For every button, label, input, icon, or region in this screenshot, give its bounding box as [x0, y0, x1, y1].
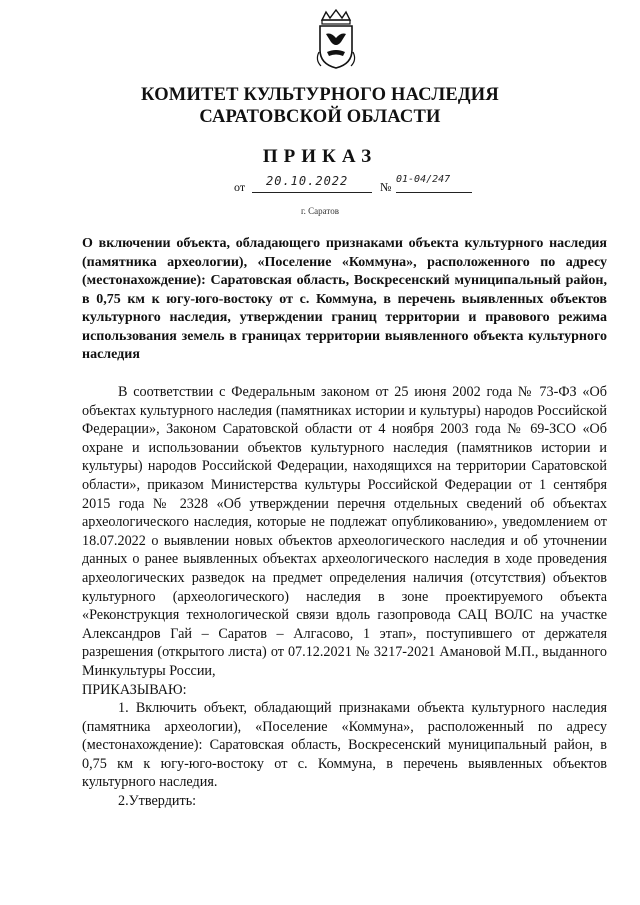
- city-label: г. Саратов: [301, 206, 339, 216]
- item-1-paragraph: 1. Включить объект, обладающий признаками объекта культурного наследия (памятника археологии), «Поселение «Коммуна», расположенный по адресу (местонахождение): Саратовская область, Воскресенский муниципальный район, в 0,75 км к югу-юго-востоку от с. Коммуна, в перечень выявленных объектов культурного наследия.: [82, 700, 607, 791]
- date-value: 20.10.2022: [266, 174, 349, 188]
- document-body: [82, 383, 607, 811]
- number-underline: [396, 192, 472, 193]
- document-type-title: ПРИКАЗ: [262, 146, 378, 167]
- date-underline: [252, 192, 372, 193]
- date-number-line: [230, 176, 490, 196]
- organization-name-line1: КОМИТЕТ КУЛЬТУРНОГО НАСЛЕДИЯ: [141, 85, 499, 105]
- number-value: 01-04/247: [396, 174, 451, 185]
- saratov-coat-of-arms-icon: [313, 8, 359, 70]
- item-2-paragraph: 2.Утвердить:: [118, 793, 197, 810]
- document-subject: О включении объекта, обладающего признаками объекта культурного наследия (памятника археологии), «Поселение «Коммуна», расположенного по адресу (местонахождение): Саратовская область, Воскресенский муниципальный район, в 0,75 км к югу-юго-востоку от с. Коммуна, в перечень выявленных объектов культурного наследия, утверждении границ территории и правового режима использования земель в границах территории выявленного объекта культурного наследия: [82, 236, 607, 362]
- date-label: от: [234, 180, 246, 194]
- organization-name-line2: САРАТОВСКОЙ ОБЛАСТИ: [199, 107, 441, 127]
- number-label: №: [380, 180, 392, 194]
- order-word: ПРИКАЗЫВАЮ:: [82, 681, 187, 698]
- preamble-paragraph: В соответствии с Федеральным законом от 25 июня 2002 года № 73-ФЗ «Об объектах культурного наследия (памятниках истории и культуры) народов Российской Федерации», Законом Саратовской области от 4 ноября 2003 года № 69-ЗСО «Об охране и использовании объектов культурного наследия (памятников истории и культуры) народов Российской Федерации, находящихся на территории Саратовской области», приказом Министерства культуры Российской Федерации от 1 сентября 2015 года № 2328 «Об утверждении перечня отдельных сведений об объектах археологического наследия, которые не подлежат опубликованию», уведомлением от 18.07.2022 о выявлении новых объектов археологического наследия и об уточнении данных о ранее выявленных объектах археологического наследия в ходе проведения археологических разведок на предмет определения наличия (отсутствия) объектов культурного (археологического) наследия в зоне проектируемого объекта «Реконструкция технологической связи вдоль газопровода САЦ ВОЛС на участке Александров Гай – Саратов – Алгасово, 1 этап», поступившего от держателя разрешения (открытого листа) от 07.12.2021 № 3217-2021 Амановой М.П., выданного Минкультуры России,: [82, 384, 607, 679]
